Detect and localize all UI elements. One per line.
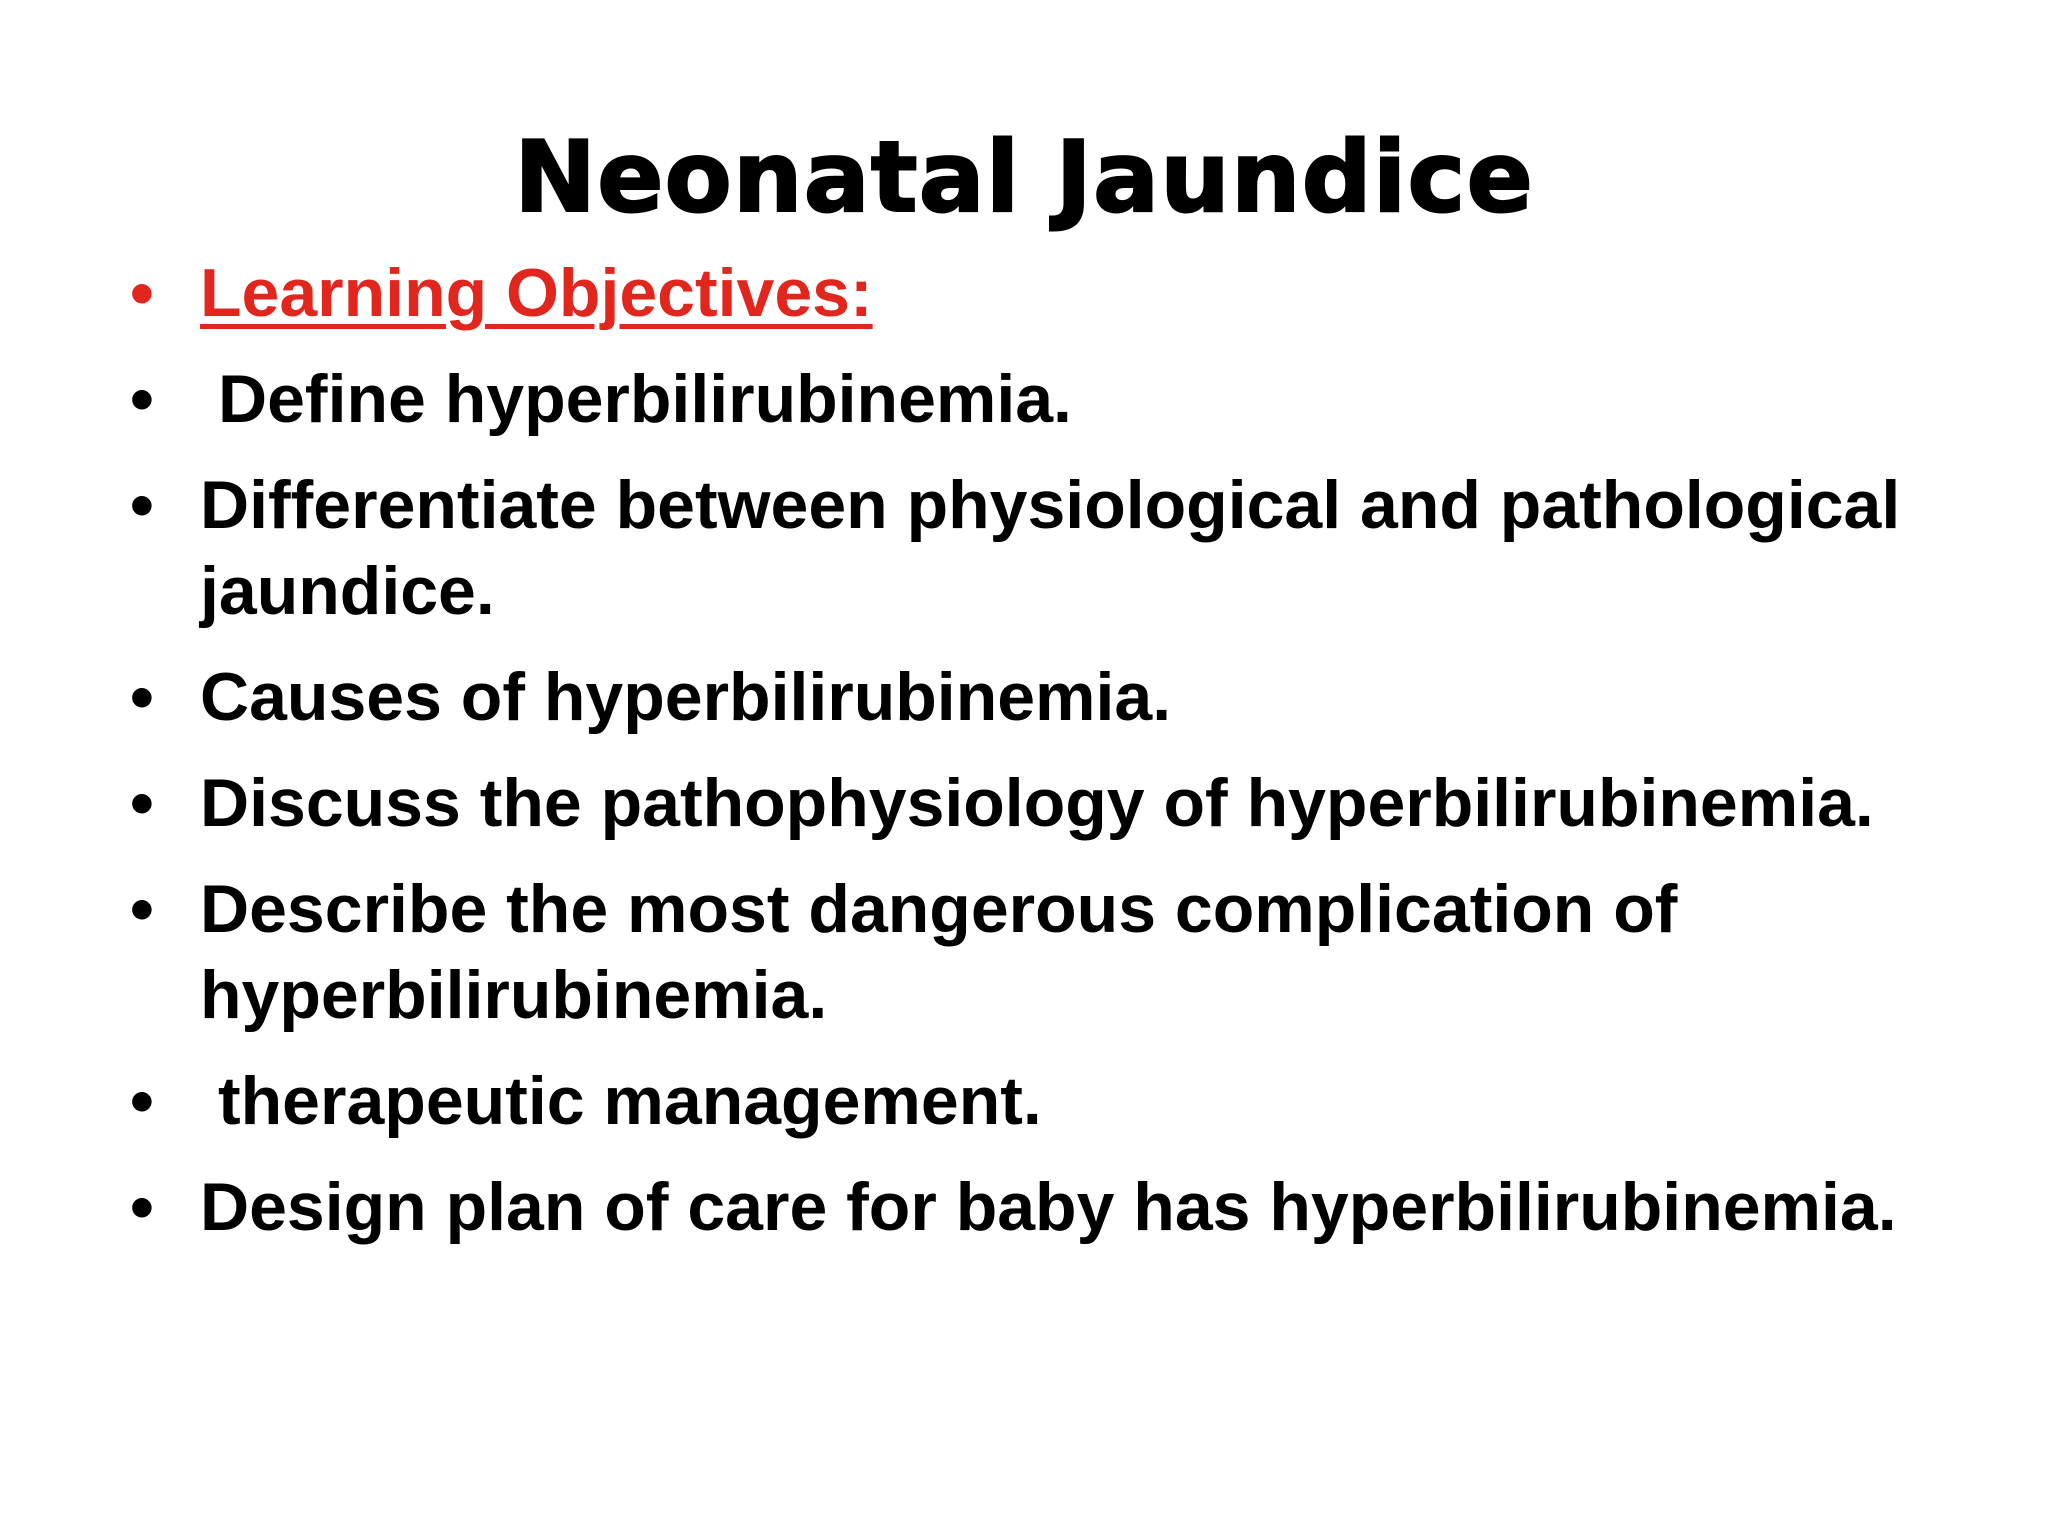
objective-text: Describe the most dangerous complication of hyperbilirubinemia. <box>200 871 1678 1033</box>
list-item <box>130 1058 1990 1144</box>
bullet-icon: • <box>130 1063 154 1139</box>
bullet-icon: • <box>130 659 154 735</box>
objective-text: therapeutic management. <box>218 1063 1042 1139</box>
slide-title: Neonatal Jaundice <box>514 121 1534 235</box>
bullet-icon: • <box>130 255 154 331</box>
objectives-heading: Learning Objectives: <box>200 255 873 331</box>
objective-text: Causes of hyperbilirubinemia. <box>200 659 1172 735</box>
list-item <box>130 654 1990 740</box>
list-item <box>130 760 1990 846</box>
list-item <box>130 356 1990 442</box>
list-item <box>130 866 1990 1038</box>
list-item <box>130 1164 1990 1250</box>
bullet-icon: • <box>130 765 154 841</box>
list-item-heading <box>130 250 1990 336</box>
objective-text: Discuss the pathophysiology of hyperbilirubinemia. <box>200 765 1874 841</box>
objective-text: Differentiate between physiological and pathological jaundice. <box>200 467 1901 629</box>
bullet-icon: • <box>130 361 154 437</box>
objective-text: Design plan of care for baby has hyperbilirubinemia. <box>200 1169 1897 1245</box>
objective-text: Define hyperbilirubinemia. <box>218 361 1072 437</box>
list-item <box>130 462 1990 634</box>
bullet-icon: • <box>130 871 154 947</box>
bullet-icon: • <box>130 467 154 543</box>
objectives-list <box>130 250 1990 1270</box>
bullet-icon: • <box>130 1169 154 1245</box>
